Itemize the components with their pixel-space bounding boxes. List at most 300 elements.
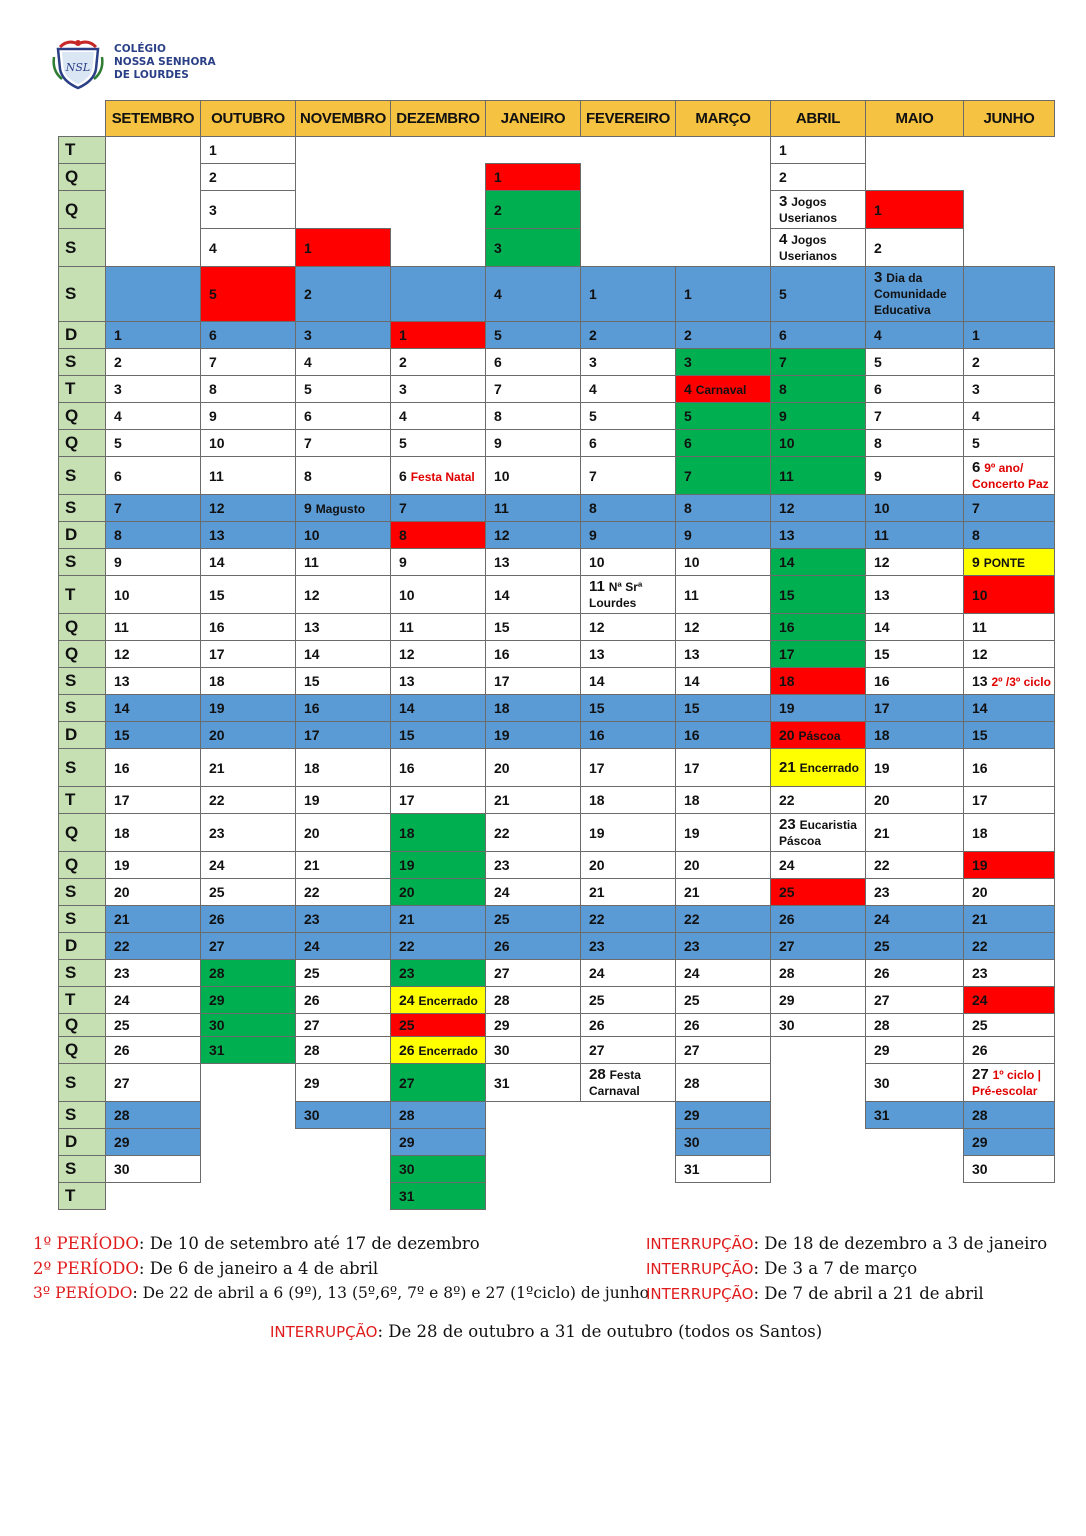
day-number: 20 [589,857,605,873]
day-number: 20 [399,884,415,900]
day-number: 14 [209,554,225,570]
empty-cell [964,191,1055,229]
calendar-row [59,1156,1055,1183]
day-cell [771,229,866,267]
day-number: 9 [304,500,312,516]
day-cell [676,668,771,695]
day-number: 15 [114,727,130,743]
day-number: 1 [874,201,882,218]
calendar-row [59,933,1055,960]
empty-cell [106,137,201,164]
day-number: 15 [779,586,795,603]
calendar-row [59,641,1055,668]
day-number: 7 [494,381,502,397]
day-cell [581,933,676,960]
day-cell [486,614,581,641]
calendar-row [59,695,1055,722]
day-cell [296,933,391,960]
day-number: 21 [589,884,605,900]
day-cell [964,376,1055,403]
day-cell [771,960,866,987]
empty-cell [486,1102,581,1129]
day-number: 12 [972,646,988,662]
day-cell [486,668,581,695]
day-cell [964,852,1055,879]
day-number: 29 [684,1107,700,1123]
day-number: 4 [779,230,788,248]
day-number: 9 [399,554,407,570]
day-number: 2 [304,286,312,302]
day-cell [964,787,1055,814]
day-cell [964,1156,1055,1183]
empty-cell [866,1183,964,1210]
day-cell [581,722,676,749]
day-number: 21 [494,792,510,808]
day-number: 5 [209,286,217,302]
day-cell [866,430,964,457]
weekday-cell: D [59,933,106,960]
day-cell [771,430,866,457]
day-number: 7 [114,500,122,516]
day-number: 10 [209,435,225,451]
day-number: 21 [304,857,320,873]
day-cell [201,879,296,906]
empty-cell [676,191,771,229]
day-cell [866,522,964,549]
interruption-2-label: INTERRUPÇÃO [646,1260,754,1278]
day-number: 14 [399,700,415,716]
day-number: 29 [779,992,795,1008]
day-cell [201,787,296,814]
day-number: 11 [972,619,987,635]
empty-cell [391,229,486,267]
day-number: 6 [874,381,882,397]
day-cell [676,376,771,403]
weekday-cell: Q [59,1037,106,1064]
day-number: 3 [684,354,692,370]
calendar-row [59,267,1055,322]
day-cell [866,933,964,960]
day-number: 18 [399,824,415,841]
day-cell [201,576,296,614]
month-header: JANEIRO [486,101,581,137]
weekday-cell: S [59,349,106,376]
calendar-row [59,1064,1055,1102]
day-cell [486,1014,581,1037]
weekday-cell: S [59,229,106,267]
day-number: 30 [874,1074,890,1091]
day-number: 13 [114,673,130,689]
day-cell [106,403,201,430]
day-cell [486,906,581,933]
day-cell [296,1102,391,1129]
day-cell [106,722,201,749]
month-header: DEZEMBRO [391,101,486,137]
empty-cell [676,137,771,164]
day-cell [964,267,1055,322]
calendar-row [59,987,1055,1014]
weekday-cell: S [59,695,106,722]
empty-cell [486,1183,581,1210]
day-number: 19 [972,857,988,873]
day-number: 18 [114,824,130,841]
day-cell [581,522,676,549]
day-number: 16 [494,646,510,662]
day-number: 27 [209,938,225,954]
calendar-row [59,549,1055,576]
day-number: 3 [779,192,788,210]
day-number: 14 [874,619,890,635]
day-cell [201,376,296,403]
day-number: 8 [494,408,502,424]
day-number: 19 [399,857,415,873]
day-number: 2 [972,354,980,370]
empty-cell [296,1183,391,1210]
day-cell [486,852,581,879]
day-cell [676,576,771,614]
weekday-cell: D [59,722,106,749]
day-number: 11 [399,619,414,635]
empty-cell [486,137,581,164]
day-cell [201,814,296,852]
day-number: 22 [209,792,225,808]
calendar-row [59,614,1055,641]
day-number: 6 [209,327,217,343]
empty-cell [201,1183,296,1210]
day-cell [201,267,296,322]
day-cell [964,933,1055,960]
day-number: 18 [874,727,890,743]
day-number: 10 [779,435,795,451]
day-cell [964,814,1055,852]
calendar-row [59,749,1055,787]
day-cell [866,1102,964,1129]
day-cell [391,987,486,1014]
day-number: 22 [399,938,415,954]
day-cell [866,349,964,376]
day-cell [106,749,201,787]
day-number: 14 [494,586,510,603]
day-number: 22 [114,938,130,954]
day-number: 23 [779,815,796,833]
day-cell [771,749,866,787]
empty-cell [296,1156,391,1183]
day-number: 22 [874,857,890,873]
day-cell [581,267,676,322]
day-cell [391,1183,486,1210]
month-header: ABRIL [771,101,866,137]
day-cell [676,1129,771,1156]
day-cell [391,787,486,814]
event-note: Encerrado [418,994,478,1008]
day-number: 30 [972,1161,988,1177]
day-number: 23 [589,938,605,954]
day-number: 27 [684,1042,700,1058]
day-cell [296,267,391,322]
day-cell [964,403,1055,430]
day-number: 13 [684,646,700,662]
day-number: 15 [399,727,415,743]
day-number: 17 [874,700,890,716]
day-number: 6 [779,327,787,343]
day-number: 17 [114,792,130,808]
day-number: 13 [874,586,890,603]
day-number: 23 [114,965,130,981]
day-cell [296,403,391,430]
day-number: 5 [114,435,122,451]
day-number: 10 [494,467,510,484]
day-number: 19 [684,824,700,841]
day-number: 8 [972,527,980,543]
event-note: Encerrado [418,1044,478,1058]
day-cell [486,814,581,852]
empty-cell [106,1183,201,1210]
day-cell [964,1014,1055,1037]
day-cell [106,376,201,403]
day-number: 9 [209,408,217,424]
calendar-row [59,906,1055,933]
day-number: 12 [399,646,415,662]
day-cell [581,403,676,430]
interruption-3-text: De 7 de abril a 21 de abril [764,1284,984,1303]
day-cell [676,1102,771,1129]
day-number: 2 [779,169,787,185]
school-name-line3: DE LOURDES [114,69,189,81]
day-number: 23 [304,911,320,927]
day-number: 5 [399,435,407,451]
day-cell [201,1037,296,1064]
day-cell [296,852,391,879]
calendar-row [59,879,1055,906]
day-number: 21 [684,884,700,900]
day-number: 29 [874,1042,890,1058]
day-number: 18 [779,673,795,689]
day-number: 7 [684,467,692,484]
event-note: Jogos Userianos [779,232,838,263]
day-cell [581,614,676,641]
day-cell [106,852,201,879]
day-number: 23 [399,965,415,981]
day-cell [866,229,964,267]
day-number: 10 [399,586,415,603]
day-cell [676,722,771,749]
day-cell [486,430,581,457]
day-number: 18 [209,673,225,689]
day-cell [201,495,296,522]
day-cell [201,641,296,668]
day-cell [391,349,486,376]
calendar-row [59,430,1055,457]
day-number: 15 [304,673,320,689]
day-number: 3 [399,381,407,397]
day-number: 6 [494,354,502,370]
day-number: 6 [304,408,312,424]
day-cell [964,668,1055,695]
day-number: 4 [874,327,882,343]
day-cell [771,933,866,960]
day-cell [771,641,866,668]
day-cell [296,960,391,987]
day-cell [964,349,1055,376]
day-cell [676,1037,771,1064]
month-header: OUTUBRO [201,101,296,137]
day-number: 9 [684,527,692,543]
day-number: 13 [972,673,988,689]
day-number: 26 [972,1042,988,1058]
day-number: 11 [114,619,129,635]
day-number: 28 [209,965,225,981]
day-number: 23 [209,824,225,841]
empty-cell [866,164,964,191]
day-cell [964,879,1055,906]
day-cell [486,349,581,376]
weekday-cell: D [59,322,106,349]
day-cell [771,722,866,749]
empty-cell [581,1129,676,1156]
day-number: 3 [874,269,883,286]
day-cell [676,1156,771,1183]
day-number: 28 [114,1107,130,1123]
day-number: 29 [399,1134,415,1150]
day-cell [391,906,486,933]
day-cell [391,749,486,787]
day-cell [106,614,201,641]
empty-cell [106,191,201,229]
day-cell [486,549,581,576]
day-number: 4 [494,286,502,302]
day-number: 26 [209,911,225,927]
day-number: 18 [494,700,510,716]
day-cell [296,814,391,852]
day-number: 25 [114,1017,130,1033]
day-number: 24 [874,911,890,927]
month-header: SETEMBRO [106,101,201,137]
empty-cell [486,1129,581,1156]
day-number: 17 [684,759,700,776]
day-number: 8 [114,527,122,543]
event-note: Jogos Userianos [779,194,838,225]
day-cell [106,695,201,722]
day-cell [581,668,676,695]
month-header: FEVEREIRO [581,101,676,137]
day-cell [201,322,296,349]
empty-cell [771,1156,866,1183]
day-cell [391,1102,486,1129]
day-number: 20 [972,884,988,900]
day-number: 27 [114,1074,130,1091]
legend-interruption-3: INTERRUPÇÃO: De 7 de abril a 21 de abril [646,1284,984,1303]
day-number: 21 [114,911,130,927]
calendar-row [59,1037,1055,1064]
day-number: 21 [209,759,225,776]
weekday-cell: S [59,906,106,933]
day-cell [106,1129,201,1156]
day-number: 1 [114,327,122,343]
day-number: 17 [779,646,795,662]
day-number: 21 [972,911,988,927]
logo-initials: NSL [65,61,91,74]
day-cell [581,906,676,933]
calendar-row [59,1129,1055,1156]
weekday-cell: Q [59,641,106,668]
day-number: 1 [779,142,787,158]
day-cell [201,722,296,749]
day-cell [581,960,676,987]
day-cell [964,549,1055,576]
day-number: 19 [494,727,510,743]
day-cell [106,906,201,933]
day-cell [676,695,771,722]
day-number: 9 [589,527,597,543]
day-cell [581,749,676,787]
day-cell [771,164,866,191]
calendar-row [59,403,1055,430]
day-cell [296,349,391,376]
day-cell [296,641,391,668]
calendar-row [59,1102,1055,1129]
weekday-cell: Q [59,614,106,641]
day-cell [964,522,1055,549]
day-cell [676,960,771,987]
day-cell [296,614,391,641]
day-number: 6 [399,467,407,484]
day-number: 16 [684,727,700,743]
weekday-cell: S [59,549,106,576]
day-cell [676,852,771,879]
day-cell [201,430,296,457]
day-number: 20 [779,727,795,743]
day-number: 7 [589,467,597,484]
day-cell [106,349,201,376]
day-number: 2 [874,239,882,256]
day-cell [296,722,391,749]
day-number: 4 [114,408,122,424]
day-cell [391,376,486,403]
month-header-row [59,101,1055,137]
day-cell [106,668,201,695]
day-cell [201,695,296,722]
day-number: 10 [972,586,988,603]
day-number: 8 [874,435,882,451]
day-number: 22 [972,938,988,954]
day-cell [771,267,866,322]
period-2-text: De 6 de janeiro a 4 de abril [149,1259,379,1278]
day-number: 8 [399,527,407,543]
day-number: 4 [399,408,407,424]
day-number: 19 [779,700,795,716]
day-cell [201,164,296,191]
day-number: 31 [209,1042,225,1058]
day-cell [866,1064,964,1102]
day-number: 11 [209,467,224,484]
day-cell [581,1014,676,1037]
weekday-cell: T [59,787,106,814]
day-cell [201,852,296,879]
day-number: 22 [684,911,700,927]
weekday-cell: Q [59,1014,106,1037]
day-cell [771,787,866,814]
day-number: 7 [399,500,407,516]
calendar-row [59,349,1055,376]
day-cell [676,349,771,376]
day-cell [106,1156,201,1183]
day-number: 23 [874,884,890,900]
day-number: 31 [399,1188,415,1204]
day-number: 10 [874,500,890,516]
event-note: Encerrado [799,760,859,775]
day-cell [486,191,581,229]
day-number: 16 [114,759,130,776]
